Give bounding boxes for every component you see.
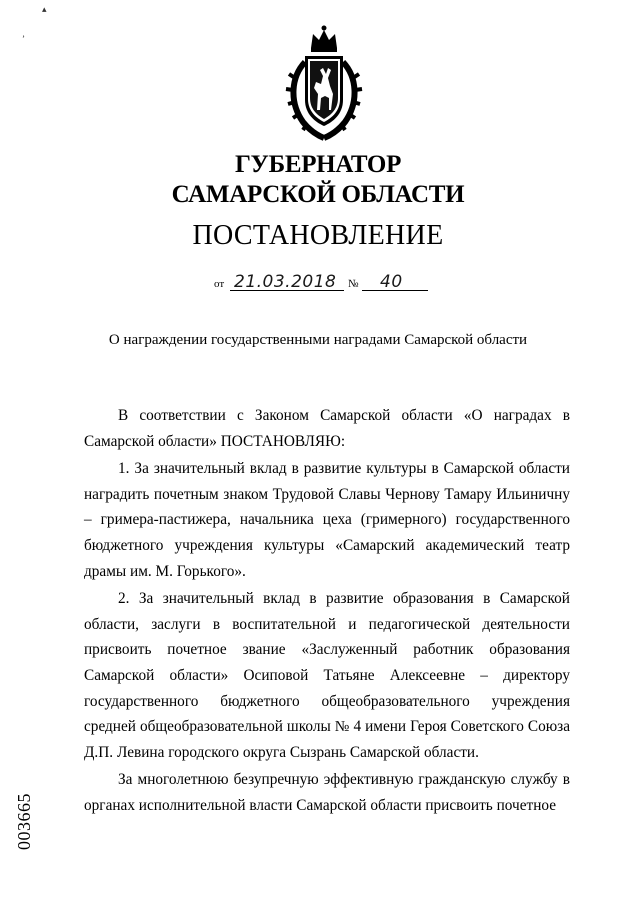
document-body: [84, 403, 570, 819]
document-subject: О награждении государственными наградами Самарской области: [108, 332, 528, 348]
body-paragraph: В соответствии с Законом Самарской области «О наградах в Самарской области» ПОСТАНОВЛЯЮ:: [84, 407, 570, 450]
number-value: 40: [380, 272, 403, 292]
registration-number: 003665: [14, 793, 34, 850]
samara-coat-of-arms-icon: [283, 22, 365, 142]
date-prefix: от: [214, 278, 225, 290]
body-paragraph: За многолетнюю безупречную эффективную гражданскую службу в органах исполнительной власти Самарской области присвоить почетное: [84, 771, 570, 814]
scan-mark: ▴: [42, 4, 47, 14]
issuer-region: САМАРСКОЙ ОБЛАСТИ: [171, 181, 465, 208]
scan-mark: ʼ: [22, 34, 25, 44]
body-paragraph: 1. За значительный вклад в развитие культуры в Самарской области наградить почетным знаком Трудовой Славы Чернову Тамару Ильиничну – гримера-пастижера, начальника цеха (гримерного) государственного бюджетного учреждения культуры «Самарский академический театр драмы им. М. Горького».: [84, 460, 570, 580]
document-type: ПОСТАНОВЛЕНИЕ: [192, 220, 444, 251]
date-value: 21.03.2018: [234, 272, 337, 292]
number-prefix: №: [348, 278, 359, 290]
date-number-line: [214, 270, 434, 294]
issuer-title: ГУБЕРНАТОР: [234, 151, 402, 178]
body-paragraph: 2. За значительный вклад в развитие образования в Самарской области, заслуги в воспитательной и педагогической деятельности присвоить почетное звание «Заслуженный работник образования Самарской области» Осиповой Татьяне Алексеевне – директору государственного бюджетного общеобразовательного учреждения средней общеобразовательной школы № 4 имени Героя Советского Союза Д.П. Левина городского округа Сызрань Самарской области.: [84, 590, 570, 761]
